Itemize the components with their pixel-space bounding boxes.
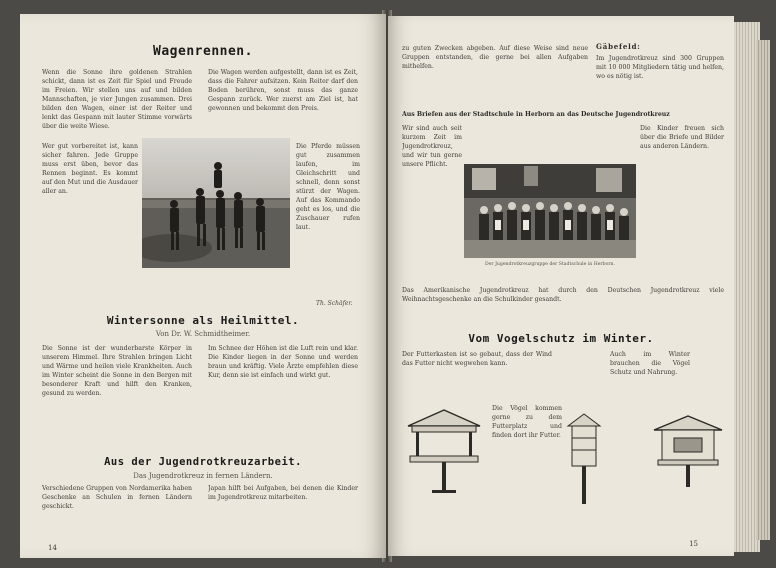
wintersonne-text-col1: Die Sonne ist der wunderbarste Körper in unserem Himmel. Ihre Strahlen bringen Licht und Wärme und heilen viele Krankheiten. Auch im Winter scheint die Sonne in den Bergen mit besonderer Kraft und hilft den Kranken, gesund zu werden. — [42, 345, 192, 397]
right-page-number: 15 — [689, 540, 698, 548]
left-page — [20, 14, 386, 558]
school-text-right: Die Kinder freuen sich über die Briefe und Bilder aus anderen Ländern. — [640, 125, 724, 150]
gaebefeld-text: Im Jugendrotkreuz sind 300 Gruppen mit 10 000 Mitgliedern tätig und helfen, wo es nötig ist. — [596, 55, 724, 80]
left-page-number: 14 — [48, 544, 57, 552]
school-photo-caption: Der Jugendrotkreuzgruppe der Stadtschule in Herborn. — [485, 262, 615, 267]
page-stack-edges-outer — [756, 40, 770, 540]
school-text-left: Wir sind auch seit kurzem Zeit im Jugendrotkreuz, und wir tun gerne unsere Pflicht. — [402, 125, 462, 168]
school-heading: Aus Briefen aus der Stadtschule in Herborn an das Deutsche Jugendrotkreuz — [402, 111, 670, 118]
wagenrennen-text-right-of-photo: Die Pferde müssen gut zusammen laufen, im Gleichschritt und schnell, denn sonst stürzt der Wagen. Auf das Kommando geht es los, und die Zuschauer rufen laut. — [296, 143, 360, 231]
school-group-photo — [464, 164, 636, 258]
jugendrotkreuz-text-col1: Verschiedene Gruppen von Nordamerika haben Geschenke an Schulen in fernen Ländern geschickt. — [42, 485, 192, 510]
gaebefeld-title: Gäbefeld: — [596, 42, 641, 51]
wintersonne-byline: Von Dr. W. Schmidtheimer. — [155, 330, 251, 338]
wagenrennen-heading: Wagenrennen. — [153, 44, 253, 59]
right-page — [388, 16, 734, 556]
vogelschutz-text-col1: Der Futterkasten ist so gebaut, dass der Wind das Futter nicht wegwehen kann. — [402, 351, 552, 367]
wagenrennen-text-col1: Wenn die Sonne ihre goldenen Strahlen schickt, dann ist es Zeit für Spiel und Freude im Freien. Wir stellen uns auf und bilden Mannschaften, je vier Jungen zusammen. Drei bilden den Wagen, einer ist der Reiter und lenkt das Gespann mit lauter Stimme vorwärts über die weite Wiese. — [42, 69, 192, 130]
wagenrennen-signature: Th. Schäfer. — [316, 300, 353, 307]
bird-feeder-illustration-right — [650, 408, 726, 490]
jugendrotkreuz-subtitle: Das Jugendrotkreuz in fernen Ländern. — [133, 472, 273, 480]
america-text: Das Amerikanische Jugendrotkreuz hat durch den Deutschen Jugendrotkreuz viele Weihnachtsgeschenke an die Schulkinder gesandt. — [402, 287, 724, 303]
wagenrennen-text-left-of-photo: Wer gut vorbereitet ist, kann sicher fahren. Jede Gruppe muss erst üben, bevor das Rennen beginnt. Es kommt auf den Mut und die Ausdauer aller an. — [42, 143, 138, 195]
jugendrotkreuz-text-col2: Japan hilft bei Aufgaben, bei denen die Kinder im Jugendrotkreuz mitarbeiten. — [208, 485, 358, 501]
wagenrennen-text-col2: Die Wagen werden aufgestellt, dann ist es Zeit, dass die Fahrer aufsitzen. Kein Reiter darf den Boden berühren, sonst muss das ganze Gespann zurück. Wer zuerst am Ziel ist, hat gewonnen und bekommt den Preis. — [208, 69, 358, 112]
vogelschutz-heading: Vom Vogelschutz im Winter. — [468, 332, 654, 345]
bird-feeder-illustration-center — [564, 408, 604, 508]
wintersonne-text-col2: Im Schnee der Höhen ist die Luft rein und klar. Die Kinder liegen in der Sonne und werden braun und kräftig. Viele Ärzte empfehlen diese Kur, denn sie ist einfach und wirkt gut. — [208, 345, 358, 379]
jugendrotkreuz-heading: Aus der Jugendrotkreuzarbeit. — [104, 456, 302, 468]
children-wagenrennen-photo — [142, 138, 290, 268]
vogelschutz-text-col2: Die Vögel kommen gerne zu dem Futterplatz und finden dort ihr Futter. — [492, 405, 562, 439]
vogelschutz-text-col3: Auch im Winter brauchen die Vögel Schutz und Nahrung. — [610, 351, 690, 376]
right-top-text: zu guten Zwecken abgeben. Auf diese Weise sind neue Gruppen entstanden, die gerne bei allen Aufgaben mithelfen. — [402, 45, 588, 70]
bird-feeder-illustration-left — [402, 404, 486, 496]
wintersonne-heading: Wintersonne als Heilmittel. — [106, 314, 300, 327]
